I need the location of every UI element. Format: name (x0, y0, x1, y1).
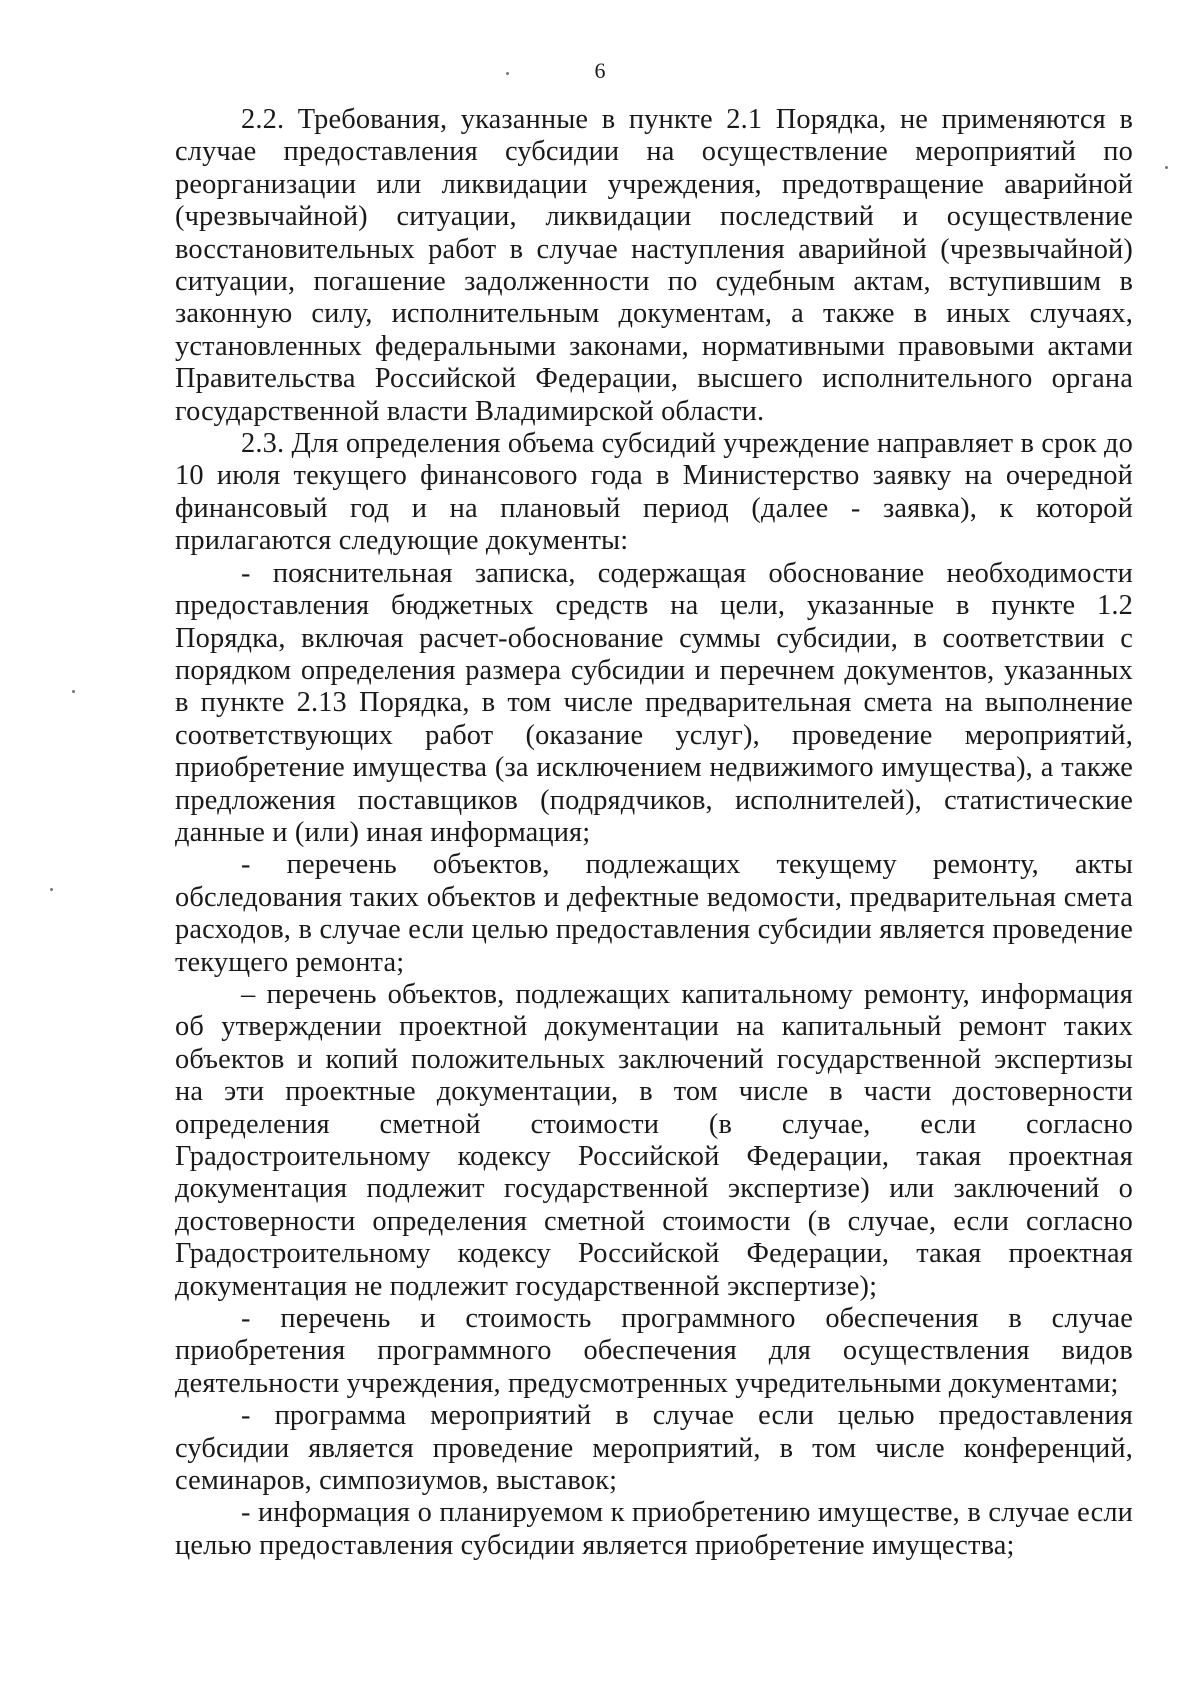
paragraph-2-3: 2.3. Для определения объема субсидий учреждение направляет в срок до 10 июля текущего финансового года в Министерство заявку на очередной финансовый год и на плановый период (далее - заявка), к которой прилагаются следующие документы: (175, 428, 1133, 557)
page-number: 6 (594, 58, 606, 83)
list-item-explanatory-note: - пояснительная записка, содержащая обоснование необходимости предоставления бюджетных средств на цели, указанные в пункте 1.2 Порядка, включая расчет-обоснование суммы субсидии, в соответствии с порядком определения размера субсидии и перечнем документов, указанных в пункте 2.13 Порядка, в том числе предварительная смета на выполнение соответствующих работ (оказание услуг), проведение мероприятий, приобретение имущества (за исключением недвижимого имущества), а также предложения поставщиков (подрядчиков, исполнителей), статистические данные и (или) иная информация; (175, 557, 1133, 848)
scan-speck (50, 888, 53, 891)
scan-speck (1165, 166, 1168, 169)
list-item-software: - перечень и стоимость программного обеспечения в случае приобретения программного обеспечения для осуществления видов деятельности учреждения, предусмотренных учредительными документами; (175, 1303, 1133, 1399)
list-item-property-info: - информация о планируемом к приобретению имуществе, в случае если целью предоставления субсидии является приобретение имущества; (175, 1497, 1133, 1561)
document-body (175, 104, 1133, 1562)
scan-speck (506, 72, 509, 75)
scan-speck (72, 690, 75, 693)
list-item-current-repair: - перечень объектов, подлежащих текущему ремонту, акты обследования таких объектов и дефектные ведомости, предварительная смета расходов, в случае если целью предоставления субсидии является проведение текущего ремонта; (175, 849, 1133, 978)
list-item-events-program: - программа мероприятий в случае если целью предоставления субсидии является проведение мероприятий, в том числе конференций, семинаров, симпозиумов, выставок; (175, 1400, 1133, 1497)
paragraph-2-2: 2.2. Требования, указанные в пункте 2.1 Порядка, не применяются в случае предоставления субсидии на осуществление мероприятий по реорганизации или ликвидации учреждения, предотвращение аварийной (чрезвычайной) ситуации, ликвидации последствий и осуществление восстановительных работ в случае наступления аварийной (чрезвычайной) ситуации, погашение задолженности по судебным актам, вступившим в законную силу, исполнительным документам, а также в иных случаях, установленных федеральными законами, нормативными правовыми актами Правительства Российской Федерации, высшего исполнительного органа государственной власти Владимирской области. (175, 104, 1133, 427)
list-item-capital-repair: – перечень объектов, подлежащих капитальному ремонту, информация об утверждении проектной документации на капитальный ремонт таких объектов и копий положительных заключений государственной экспертизы на эти проектные документации, в том числе в части достоверности определения сметной стоимости (в случае, если согласно Градостроительному кодексу Российской Федерации, такая проектная документация подлежит государственной экспертизе) или заключений о достоверности определения сметной стоимости (в случае, если согласно Градостроительному кодексу Российской Федерации, такая проектная документация не подлежит государственной экспертизе); (175, 978, 1133, 1302)
